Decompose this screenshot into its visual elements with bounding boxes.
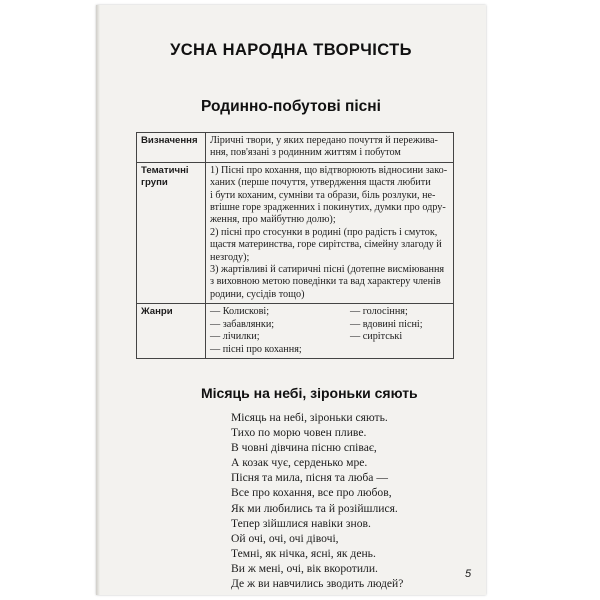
- poem-line: Місяць на небі, зіроньки сяють.: [231, 411, 388, 424]
- poem-line: Все про кохання, все про любов,: [231, 486, 392, 500]
- genre-item: — вдовині пісні;: [350, 318, 423, 330]
- group-line: 1) Пісні про кохання, що відтворюють відносини зако-: [210, 164, 448, 176]
- poem-line: Де ж ви навчились зводить людей?: [231, 577, 404, 591]
- group-line: щастя материнства, горе сирітства, сімейну злагоду й: [210, 239, 442, 251]
- book-page: [96, 5, 486, 595]
- group-line: втішне горе зрадженних і покинутих, думки про одру-: [210, 202, 446, 214]
- groups-label: [137, 162, 206, 303]
- section-title: Родинно-побутові пісні: [201, 98, 381, 115]
- definition-line: ння, пов'язані з родинним життям і побутом: [210, 147, 401, 159]
- poem-line: Тепер зійшлися навіки знов.: [231, 516, 371, 530]
- poem-line: Тихо по морю човен пливе.: [231, 426, 367, 440]
- group-line: і бути коханим, сумніви та образи, біль розлуки, не-: [210, 189, 436, 201]
- genres-label: Жанри: [137, 304, 206, 359]
- poem-line: Ви ж мені, очі, вік вкоротили.: [231, 561, 378, 575]
- genres-column: [344, 306, 423, 356]
- genre-item: — пісні про кохання;: [210, 343, 302, 355]
- group-item: [210, 264, 449, 301]
- groups-row: [137, 162, 454, 303]
- poem-text: [231, 410, 403, 591]
- group-line: ханих (перше почуття, утвердження щастя любити: [210, 177, 431, 189]
- definition-line: Ліричні твори, у яких передано почуття й пережива-: [210, 135, 438, 146]
- info-table: [136, 132, 454, 359]
- genres-column: [210, 306, 344, 356]
- definition-label: Визначення: [137, 133, 206, 163]
- genre-item: — лічилки;: [210, 331, 260, 343]
- definition-text: [206, 133, 454, 163]
- group-item: [210, 165, 449, 227]
- poem-line: Як ми любились та й розійшлися.: [231, 501, 398, 515]
- genre-item: — сирітські: [350, 331, 403, 343]
- poem-line: А козак чує, серденько мре.: [231, 456, 368, 470]
- groups-label-line: Тематичні: [141, 164, 189, 176]
- group-line: з виховною метою поведінки та вад характеру членів: [210, 276, 441, 288]
- group-line: незгоду);: [210, 251, 250, 263]
- genres-text: [206, 304, 454, 359]
- page-title: УСНА НАРОДНА ТВОРЧІСТЬ: [170, 41, 412, 59]
- page-number: 5: [465, 568, 472, 580]
- poem-title: Місяць на небі, зіроньки сяють: [201, 385, 418, 401]
- groups-label-line: групи: [141, 176, 168, 188]
- poem-line: Темні, як нічка, ясні, як день.: [231, 546, 376, 560]
- group-line: ження, про майбутню долю);: [210, 214, 336, 226]
- group-line: 3) жартівливі й сатиричні пісні (дотепне висміювання: [210, 264, 445, 276]
- genre-item: — забавлянки;: [210, 318, 275, 330]
- genre-item: — Колискові;: [210, 306, 270, 318]
- genre-item: — голосіння;: [350, 306, 408, 318]
- poem-line: Пісня та мила, пісня та люба —: [231, 471, 388, 485]
- definition-row: [137, 133, 454, 163]
- poem-line: В човні дівчина пісню співає,: [231, 441, 377, 455]
- groups-text: [206, 162, 454, 303]
- group-item: [210, 227, 449, 264]
- poem-line: Ой очі, очі, очі дівочі,: [231, 531, 339, 545]
- genres-row: [137, 304, 454, 359]
- group-line: родини, сусідів тощо): [210, 288, 305, 300]
- group-line: 2) пісні про стосунки в родині (про радість і смуток,: [210, 226, 438, 238]
